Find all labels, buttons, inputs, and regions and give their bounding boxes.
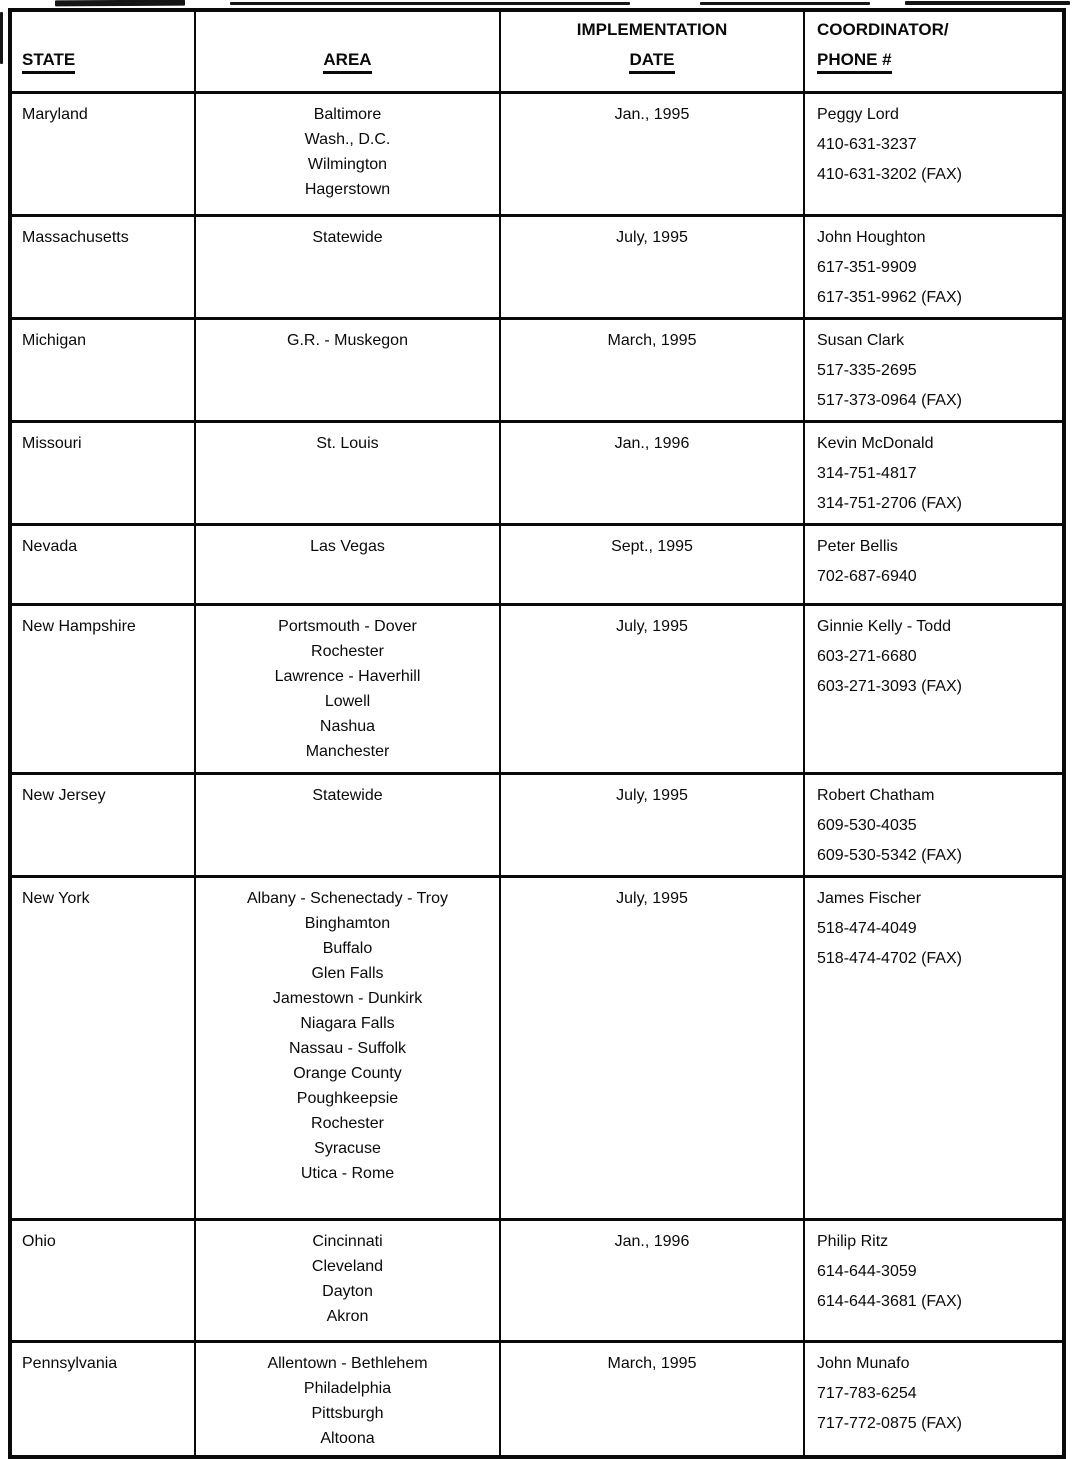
coordinator-cell xyxy=(804,421,1064,524)
coordinator-phone: 410-631-3237 xyxy=(817,135,917,153)
coordinator-cell xyxy=(804,524,1064,604)
state-name: New Jersey xyxy=(22,786,106,804)
area-line: Niagara Falls xyxy=(300,1014,395,1032)
area-line: Orange County xyxy=(293,1064,402,1082)
table-body xyxy=(10,92,1064,1457)
area-cell xyxy=(195,92,500,215)
table-row xyxy=(10,1219,1064,1341)
table-row xyxy=(10,604,1064,773)
area-line: Albany - Schenectady - Troy xyxy=(247,889,448,907)
coordinator-name: Kevin McDonald xyxy=(817,434,934,452)
coordinator-cell xyxy=(804,876,1064,1219)
area-cell xyxy=(195,773,500,876)
state-name: New Hampshire xyxy=(22,617,136,635)
implementation-date-cell xyxy=(500,773,804,876)
coordinator-phone: 517-335-2695 xyxy=(817,361,917,379)
scan-artifact xyxy=(905,1,1070,5)
scan-artifact xyxy=(230,2,630,5)
implementation-date-cell xyxy=(500,1219,804,1341)
coordinator-phone: 518-474-4049 xyxy=(817,919,917,937)
coordinator-name: Robert Chatham xyxy=(817,786,935,804)
table-row xyxy=(10,318,1064,421)
header-row xyxy=(10,10,1064,92)
area-line: Philadelphia xyxy=(303,1379,392,1397)
coordinator-name: Peter Bellis xyxy=(817,537,898,555)
area-cell xyxy=(195,215,500,318)
header-label: COORDINATOR/ xyxy=(817,19,949,39)
area-cell xyxy=(195,604,500,773)
implementation-date-cell xyxy=(500,318,804,421)
implementation-date-cell xyxy=(500,215,804,318)
table-row xyxy=(10,1341,1064,1457)
coordinator-cell xyxy=(804,1219,1064,1341)
area-line: Utica - Rome xyxy=(300,1164,395,1182)
coordinator-cell xyxy=(804,1341,1064,1457)
header-label: STATE xyxy=(22,50,75,74)
header-date xyxy=(500,10,804,92)
area-line: Manchester xyxy=(305,742,390,760)
header-state xyxy=(10,10,195,92)
header-label: PHONE # xyxy=(817,50,892,74)
state-name: Missouri xyxy=(22,434,82,452)
coordinator-phone: 314-751-4817 xyxy=(817,464,917,482)
scan-artifact xyxy=(700,2,870,5)
area-cell xyxy=(195,876,500,1219)
area-line: Nassau - Suffolk xyxy=(288,1039,407,1057)
coordinator-phone: 717-783-6254 xyxy=(817,1384,917,1402)
coordinator-phone: 609-530-5342 (FAX) xyxy=(817,846,962,864)
coordinator-phone: 617-351-9962 (FAX) xyxy=(817,288,962,306)
state-cell xyxy=(10,604,195,773)
table-header xyxy=(10,10,1064,92)
coordinator-phone: 702-687-6940 xyxy=(817,567,917,585)
area-line: Wilmington xyxy=(307,155,388,173)
implementation-date: July, 1995 xyxy=(616,617,688,635)
area-cell xyxy=(195,421,500,524)
area-line: Buffalo xyxy=(322,939,373,957)
area-line: Poughkeepsie xyxy=(296,1089,399,1107)
area-line: Statewide xyxy=(312,786,383,804)
implementation-coordinator-table xyxy=(8,8,1066,1459)
area-line: Binghamton xyxy=(304,914,391,932)
area-line: Dayton xyxy=(322,1282,373,1300)
area-line: Las Vegas xyxy=(310,537,385,555)
implementation-date: March, 1995 xyxy=(607,331,697,349)
coordinator-phone: 603-271-6680 xyxy=(817,647,917,665)
state-name: Maryland xyxy=(22,105,88,123)
area-line: Syracuse xyxy=(314,1139,381,1157)
area-line: Cleveland xyxy=(311,1257,384,1275)
implementation-date: July, 1995 xyxy=(616,228,688,246)
header-coordinator xyxy=(804,10,1064,92)
area-line: Rochester xyxy=(311,1114,384,1132)
area-line: Lowell xyxy=(324,692,371,710)
area-line: Nashua xyxy=(319,717,376,735)
state-cell xyxy=(10,92,195,215)
implementation-date-cell xyxy=(500,604,804,773)
implementation-date: Sept., 1995 xyxy=(611,537,693,555)
state-name: Massachusetts xyxy=(22,228,129,246)
table-row xyxy=(10,215,1064,318)
coordinator-phone: 517-373-0964 (FAX) xyxy=(817,391,962,409)
state-name: Pennsylvania xyxy=(22,1354,118,1372)
state-name: Nevada xyxy=(22,537,78,555)
state-cell xyxy=(10,524,195,604)
area-line: Statewide xyxy=(312,228,383,246)
area-cell xyxy=(195,1341,500,1457)
area-line: Jamestown - Dunkirk xyxy=(272,989,423,1007)
coordinator-name: John Houghton xyxy=(817,228,926,246)
coordinator-phone: 614-644-3681 (FAX) xyxy=(817,1292,962,1310)
implementation-date-cell xyxy=(500,92,804,215)
coordinator-phone: 410-631-3202 (FAX) xyxy=(817,165,962,183)
area-line: Allentown - Bethlehem xyxy=(267,1354,428,1372)
scan-artifact xyxy=(55,0,185,6)
coordinator-cell xyxy=(804,215,1064,318)
state-cell xyxy=(10,421,195,524)
area-line: Wash., D.C. xyxy=(304,130,391,148)
implementation-date-cell xyxy=(500,421,804,524)
coordinator-cell xyxy=(804,318,1064,421)
coordinator-name: Ginnie Kelly - Todd xyxy=(817,617,951,635)
coordinator-cell xyxy=(804,92,1064,215)
area-line: Glen Falls xyxy=(311,964,384,982)
coordinator-phone: 717-772-0875 (FAX) xyxy=(817,1414,962,1432)
table-row xyxy=(10,421,1064,524)
state-cell xyxy=(10,318,195,421)
implementation-date-cell xyxy=(500,876,804,1219)
area-line: Akron xyxy=(326,1307,369,1325)
area-line: Rochester xyxy=(311,642,384,660)
state-cell xyxy=(10,215,195,318)
coordinator-phone: 609-530-4035 xyxy=(817,816,917,834)
coordinator-cell xyxy=(804,773,1064,876)
coordinator-phone: 518-474-4702 (FAX) xyxy=(817,949,962,967)
state-cell xyxy=(10,1341,195,1457)
area-cell xyxy=(195,524,500,604)
scan-artifact xyxy=(0,12,3,64)
header-label: DATE xyxy=(629,50,674,74)
implementation-date: Jan., 1996 xyxy=(614,434,690,452)
implementation-date: Jan., 1995 xyxy=(614,105,690,123)
area-line: G.R. - Muskegon xyxy=(287,331,408,349)
coordinator-name: Susan Clark xyxy=(817,331,905,349)
state-cell xyxy=(10,1219,195,1341)
coordinator-cell xyxy=(804,604,1064,773)
coordinator-phone: 614-644-3059 xyxy=(817,1262,917,1280)
area-line: Cincinnati xyxy=(312,1232,383,1250)
area-line: St. Louis xyxy=(316,434,379,452)
area-line: Baltimore xyxy=(313,105,382,123)
state-name: Michigan xyxy=(22,331,87,349)
area-cell xyxy=(195,1219,500,1341)
header-label: IMPLEMENTATION xyxy=(576,19,728,39)
coordinator-name: James Fischer xyxy=(817,889,922,907)
area-line: Lawrence - Haverhill xyxy=(274,667,421,685)
state-cell xyxy=(10,876,195,1219)
coordinator-phone: 314-751-2706 (FAX) xyxy=(817,494,962,512)
implementation-date-cell xyxy=(500,524,804,604)
implementation-date: Jan., 1996 xyxy=(614,1232,690,1250)
coordinator-name: John Munafo xyxy=(817,1354,910,1372)
state-name: New York xyxy=(22,889,90,907)
table-row xyxy=(10,876,1064,1219)
coordinator-phone: 617-351-9909 xyxy=(817,258,917,276)
coordinator-name: Philip Ritz xyxy=(817,1232,889,1250)
coordinator-phone: 603-271-3093 (FAX) xyxy=(817,677,962,695)
area-line: Pittsburgh xyxy=(311,1404,384,1422)
implementation-date: July, 1995 xyxy=(616,889,688,907)
area-line: Portsmouth - Dover xyxy=(278,617,417,635)
table-row xyxy=(10,92,1064,215)
state-name: Ohio xyxy=(22,1232,56,1250)
implementation-date-cell xyxy=(500,1341,804,1457)
header-label: AREA xyxy=(323,50,371,74)
table-row xyxy=(10,524,1064,604)
implementation-date: July, 1995 xyxy=(616,786,688,804)
coordinator-name: Peggy Lord xyxy=(817,105,899,123)
area-cell xyxy=(195,318,500,421)
header-area xyxy=(195,10,500,92)
table-row xyxy=(10,773,1064,876)
implementation-date: March, 1995 xyxy=(607,1354,697,1372)
area-line: Hagerstown xyxy=(304,180,391,198)
area-line: Altoona xyxy=(320,1429,375,1447)
state-cell xyxy=(10,773,195,876)
